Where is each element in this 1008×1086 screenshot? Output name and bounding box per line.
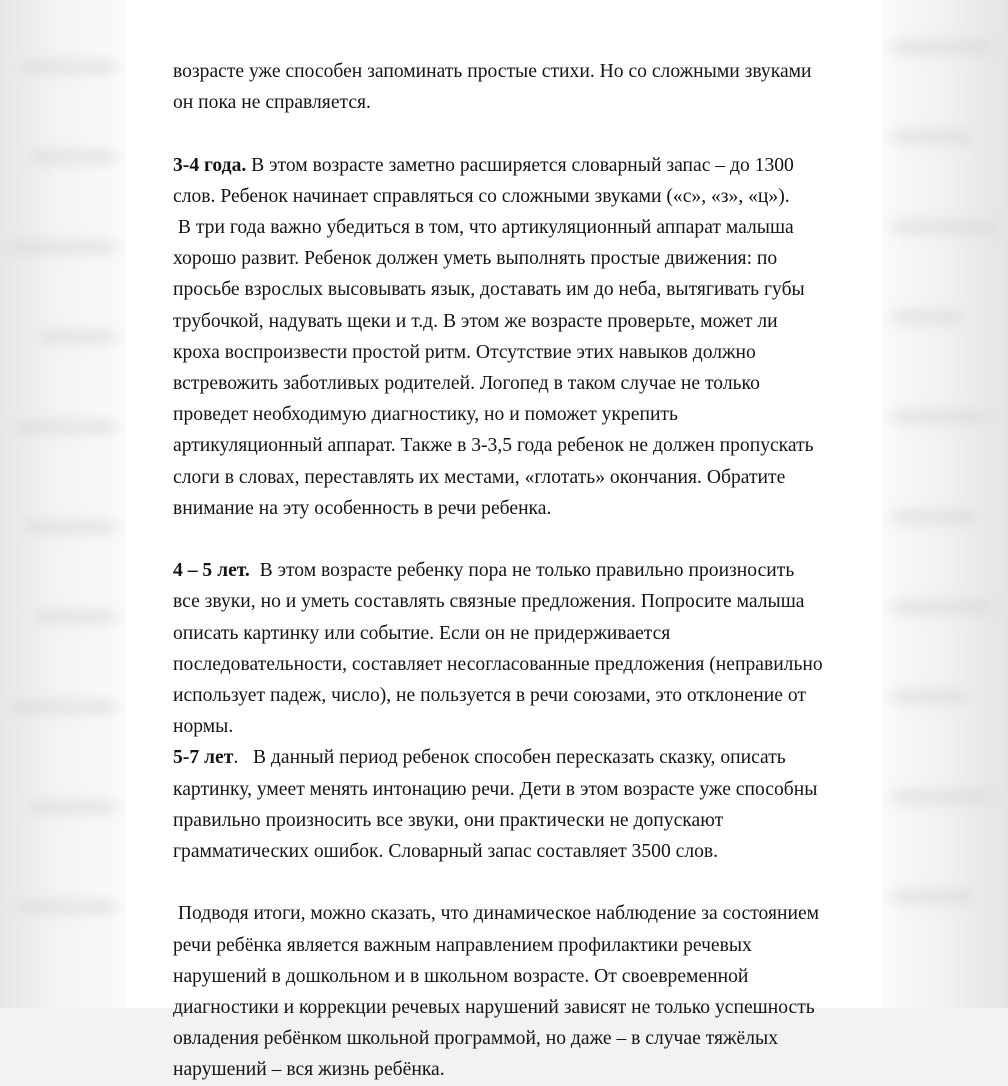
text-line: правильно произносить все звуки, они практически не допускают	[173, 809, 724, 831]
conclusion-paragraph	[173, 898, 872, 1085]
intro-paragraph	[173, 56, 872, 118]
left-blurred-margin	[0, 0, 126, 1008]
text-line: внимание на эту особенность в речи ребенка.	[173, 497, 552, 519]
text-line: диагностики и коррекции речевых нарушений зависят не только успешность	[173, 997, 815, 1019]
section-heading: 5-7 лет	[173, 747, 234, 769]
paragraph-gap	[173, 867, 872, 898]
text-line	[173, 150, 872, 181]
text-line: описать картинку или событие. Если он не придерживается	[173, 622, 671, 644]
text-line: проведет необходимую диагностику, но и поможет укрепить	[173, 404, 678, 426]
text-line: просьбе взрослых высовывать язык, доставать им до неба, вытягивать губы	[173, 279, 805, 301]
text-line	[173, 555, 872, 586]
text-line: слоги в словах, переставлять их местами, «глотать» окончания. Обратите	[173, 466, 786, 488]
right-blurred-margin	[882, 0, 1008, 1008]
text-line: хорошо развит. Ребенок должен уметь выполнять простые движения: по	[173, 248, 778, 270]
text-span: . В данный период ребенок способен пересказать сказку, описать	[233, 747, 786, 769]
text-line: он пока не справляется.	[173, 92, 371, 114]
text-line: все звуки, но и уметь составлять связные предложения. Попросите малыша	[173, 591, 805, 613]
text-line	[173, 742, 872, 773]
section-5-7-paragraph	[173, 742, 872, 867]
text-line: речи ребёнка является важным направлением профилактики речевых	[173, 934, 752, 956]
text-line: встревожить заботливых родителей. Логопед в таком случае не только	[173, 373, 760, 395]
text-line: картинку, умеет менять интонацию речи. Дети в этом возрасте уже способны	[173, 778, 818, 800]
text-line: трубочкой, надувать щеки и т.д. В этом же возрасте проверьте, может ли	[173, 310, 778, 332]
text-line: грамматических ошибок. Словарный запас составляет 3500 слов.	[173, 841, 719, 863]
text-line: кроха воспроизвести простой ритм. Отсутствие этих навыков должно	[173, 341, 756, 363]
text-line: артикуляционный аппарат. Также в 3-3,5 года ребенок не должен пропускать	[173, 435, 814, 457]
text-span: В этом возрасте ребенку пора не только правильно произносить	[249, 560, 795, 582]
section-3-4-paragraph	[173, 150, 872, 524]
paragraph-gap	[173, 118, 872, 149]
section-4-5-paragraph	[173, 555, 872, 742]
section-heading: 4 – 5 лет.	[173, 560, 250, 582]
text-line: возрасте уже способен запоминать простые стихи. Но со сложными звуками	[173, 61, 812, 82]
section-heading: 3-4 года.	[173, 154, 247, 176]
document-page	[126, 0, 882, 1081]
text-line: последовательности, составляет несогласованные предложения (неправильно	[173, 653, 823, 675]
text-line: нарушений – вся жизнь ребёнка.	[173, 1059, 445, 1081]
text-line: В три года важно убедиться в том, что артикуляционный аппарат малыша	[173, 217, 794, 238]
text-span: В этом возрасте заметно расширяется словарный запас – до 1300	[246, 154, 794, 176]
text-line: нормы.	[173, 716, 234, 738]
text-line: нарушений в дошкольном и в школьном возрасте. От своевременной	[173, 965, 749, 987]
text-line: Подводя итоги, можно сказать, что динамическое наблюдение за состоянием	[173, 903, 820, 925]
text-line: овладения ребёнком школьной программой, но даже – в случае тяжёлых	[173, 1028, 778, 1050]
text-line: использует падеж, число), не пользуется в речи союзами, это отклонение от	[173, 685, 806, 707]
paragraph-gap	[173, 524, 872, 555]
text-line: слов. Ребенок начинает справляться со сложными звуками («с», «з», «ц»).	[173, 185, 790, 207]
top-spacer	[173, 0, 872, 56]
